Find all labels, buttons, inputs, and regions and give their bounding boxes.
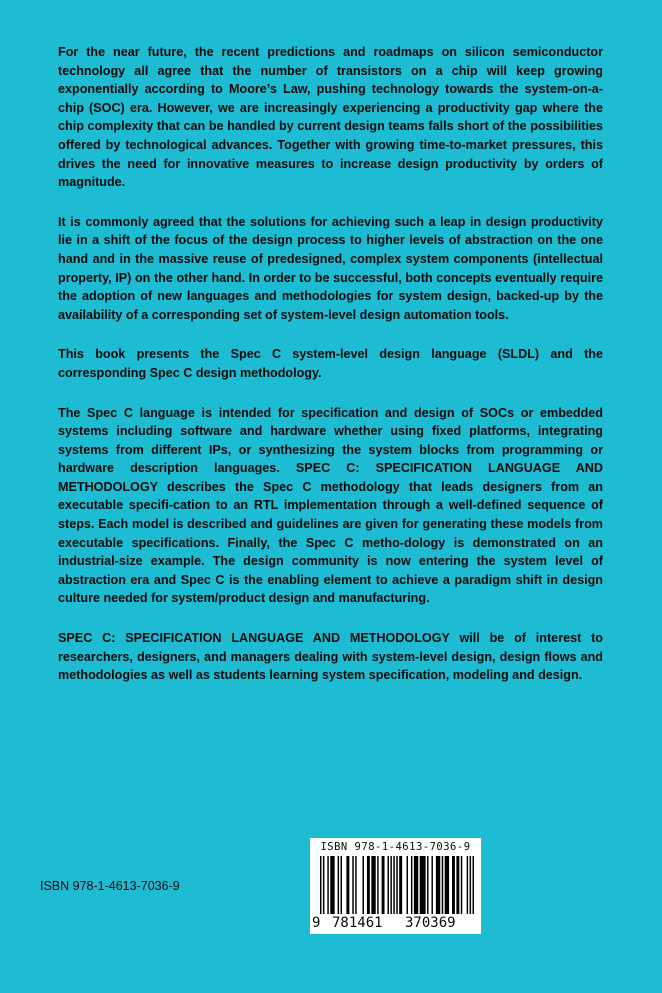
- barcode-bar: [371, 856, 375, 914]
- barcode-isbn-label: ISBN 978-1-4613-7036-9: [320, 841, 471, 853]
- barcode-bar: [414, 856, 418, 914]
- barcode-bar: [341, 856, 342, 914]
- barcode-bar: [396, 856, 397, 914]
- barcode-bar: [470, 856, 471, 914]
- paragraph-audience: SPEC C: SPECIFICATION LANGUAGE AND METHODOLOGY will be of interest to researchers, designers, and managers dealing with system-level design, design flows and methodologies as well as students learning system specification, modeling and design.: [58, 631, 603, 683]
- barcode-bar: [399, 856, 402, 914]
- barcode-bar: [387, 856, 388, 914]
- barcode-bar: [377, 856, 378, 914]
- barcode-bar: [427, 856, 428, 914]
- barcode-bar: [407, 856, 408, 914]
- barcode-bar: [473, 856, 474, 914]
- barcode-bar: [393, 856, 394, 914]
- barcode-digits-right: 370369: [405, 915, 456, 931]
- barcode-bar: [452, 856, 455, 914]
- back-cover-text: [58, 43, 603, 706]
- barcode-bar: [445, 856, 449, 914]
- isbn-label: ISBN 978-1-4613-7036-9: [40, 879, 180, 893]
- barcode-bar: [461, 856, 462, 914]
- barcode-bar: [456, 856, 459, 914]
- barcode-bar: [323, 856, 324, 914]
- barcode-bar: [346, 856, 349, 914]
- paragraph-solutions: It is commonly agreed that the solutions for achieving such a leap in design productivity lie in a shift of the focus of the design process to higher levels of abstraction on the one hand and in the massive reuse of predesigned, complex system components (intellectual property, IP) on the other hand. In order to be successful, both concepts eventually require the adoption of new languages and methodologies for system design, backed-up by the availability of a corresponding set of system-level design automation tools.: [58, 214, 603, 322]
- isbn-barcode: [310, 838, 481, 934]
- barcode-digits-left: 781461: [332, 915, 383, 931]
- paragraph-spec-c-language: The Spec C language is intended for specification and design of SOCs or embedded systems including software and hardware whether using fixed platforms, integrating systems from different IPs, or synthesizing the system blocks from programming or hardware description languages. SPEC C: SPECIFICATION LANGUAGE AND METHODOLOGY describes the Spec C methodology that leads designers from an executable specifi-cation to an RTL implementation through a well-defined sequence of steps. Each model is described and guidelines are given for generating these models from executable specifications. Finally, the Spec C metho-dology is demonstrated on an industrial-size example. The design community is now entering the system level of abstraction era and Spec C is the enabling element to achieve a paradigm shift in design culture needed for system/product design and manufacturing.: [58, 405, 603, 606]
- barcode-bars: [320, 856, 474, 914]
- barcode-bar: [442, 856, 443, 914]
- barcode-bar: [382, 856, 385, 914]
- barcode-bar: [338, 856, 339, 914]
- barcode-bar: [436, 856, 440, 914]
- barcode-bar: [327, 856, 328, 914]
- barcode-bar: [390, 856, 391, 914]
- barcode-bar: [320, 856, 321, 914]
- barcode-bar: [367, 856, 370, 914]
- paragraph-intro: For the near future, the recent predictions and roadmaps on silicon semiconductor technology all agree that the number of transistors on a chip will keep growing exponentially according to Moore’s Law, pushing technology towards the system-on-a-chip (SOC) era. However, we are increasingly experiencing a productivity gap where the chip complexity that can be handled by current design teams falls short of the possibilities offered by technological advances. Together with growing time-to-market pressures, this drives the need for innovative measures to increase design productivity by orders of magnitude.: [58, 45, 603, 190]
- barcode-digit-lead: 9: [312, 915, 321, 931]
- barcode-bar: [330, 856, 334, 914]
- paragraph-book-presents: This book presents the Spec C system-level design language (SLDL) and the corresponding Spec C design methodology.: [58, 347, 603, 380]
- barcode-bar: [355, 856, 356, 914]
- barcode-bar: [431, 856, 432, 914]
- barcode-bar: [411, 856, 412, 914]
- barcode-bar: [467, 856, 468, 914]
- barcode-bar: [363, 856, 364, 914]
- barcode-bar: [352, 856, 353, 914]
- barcode-bar: [420, 856, 426, 914]
